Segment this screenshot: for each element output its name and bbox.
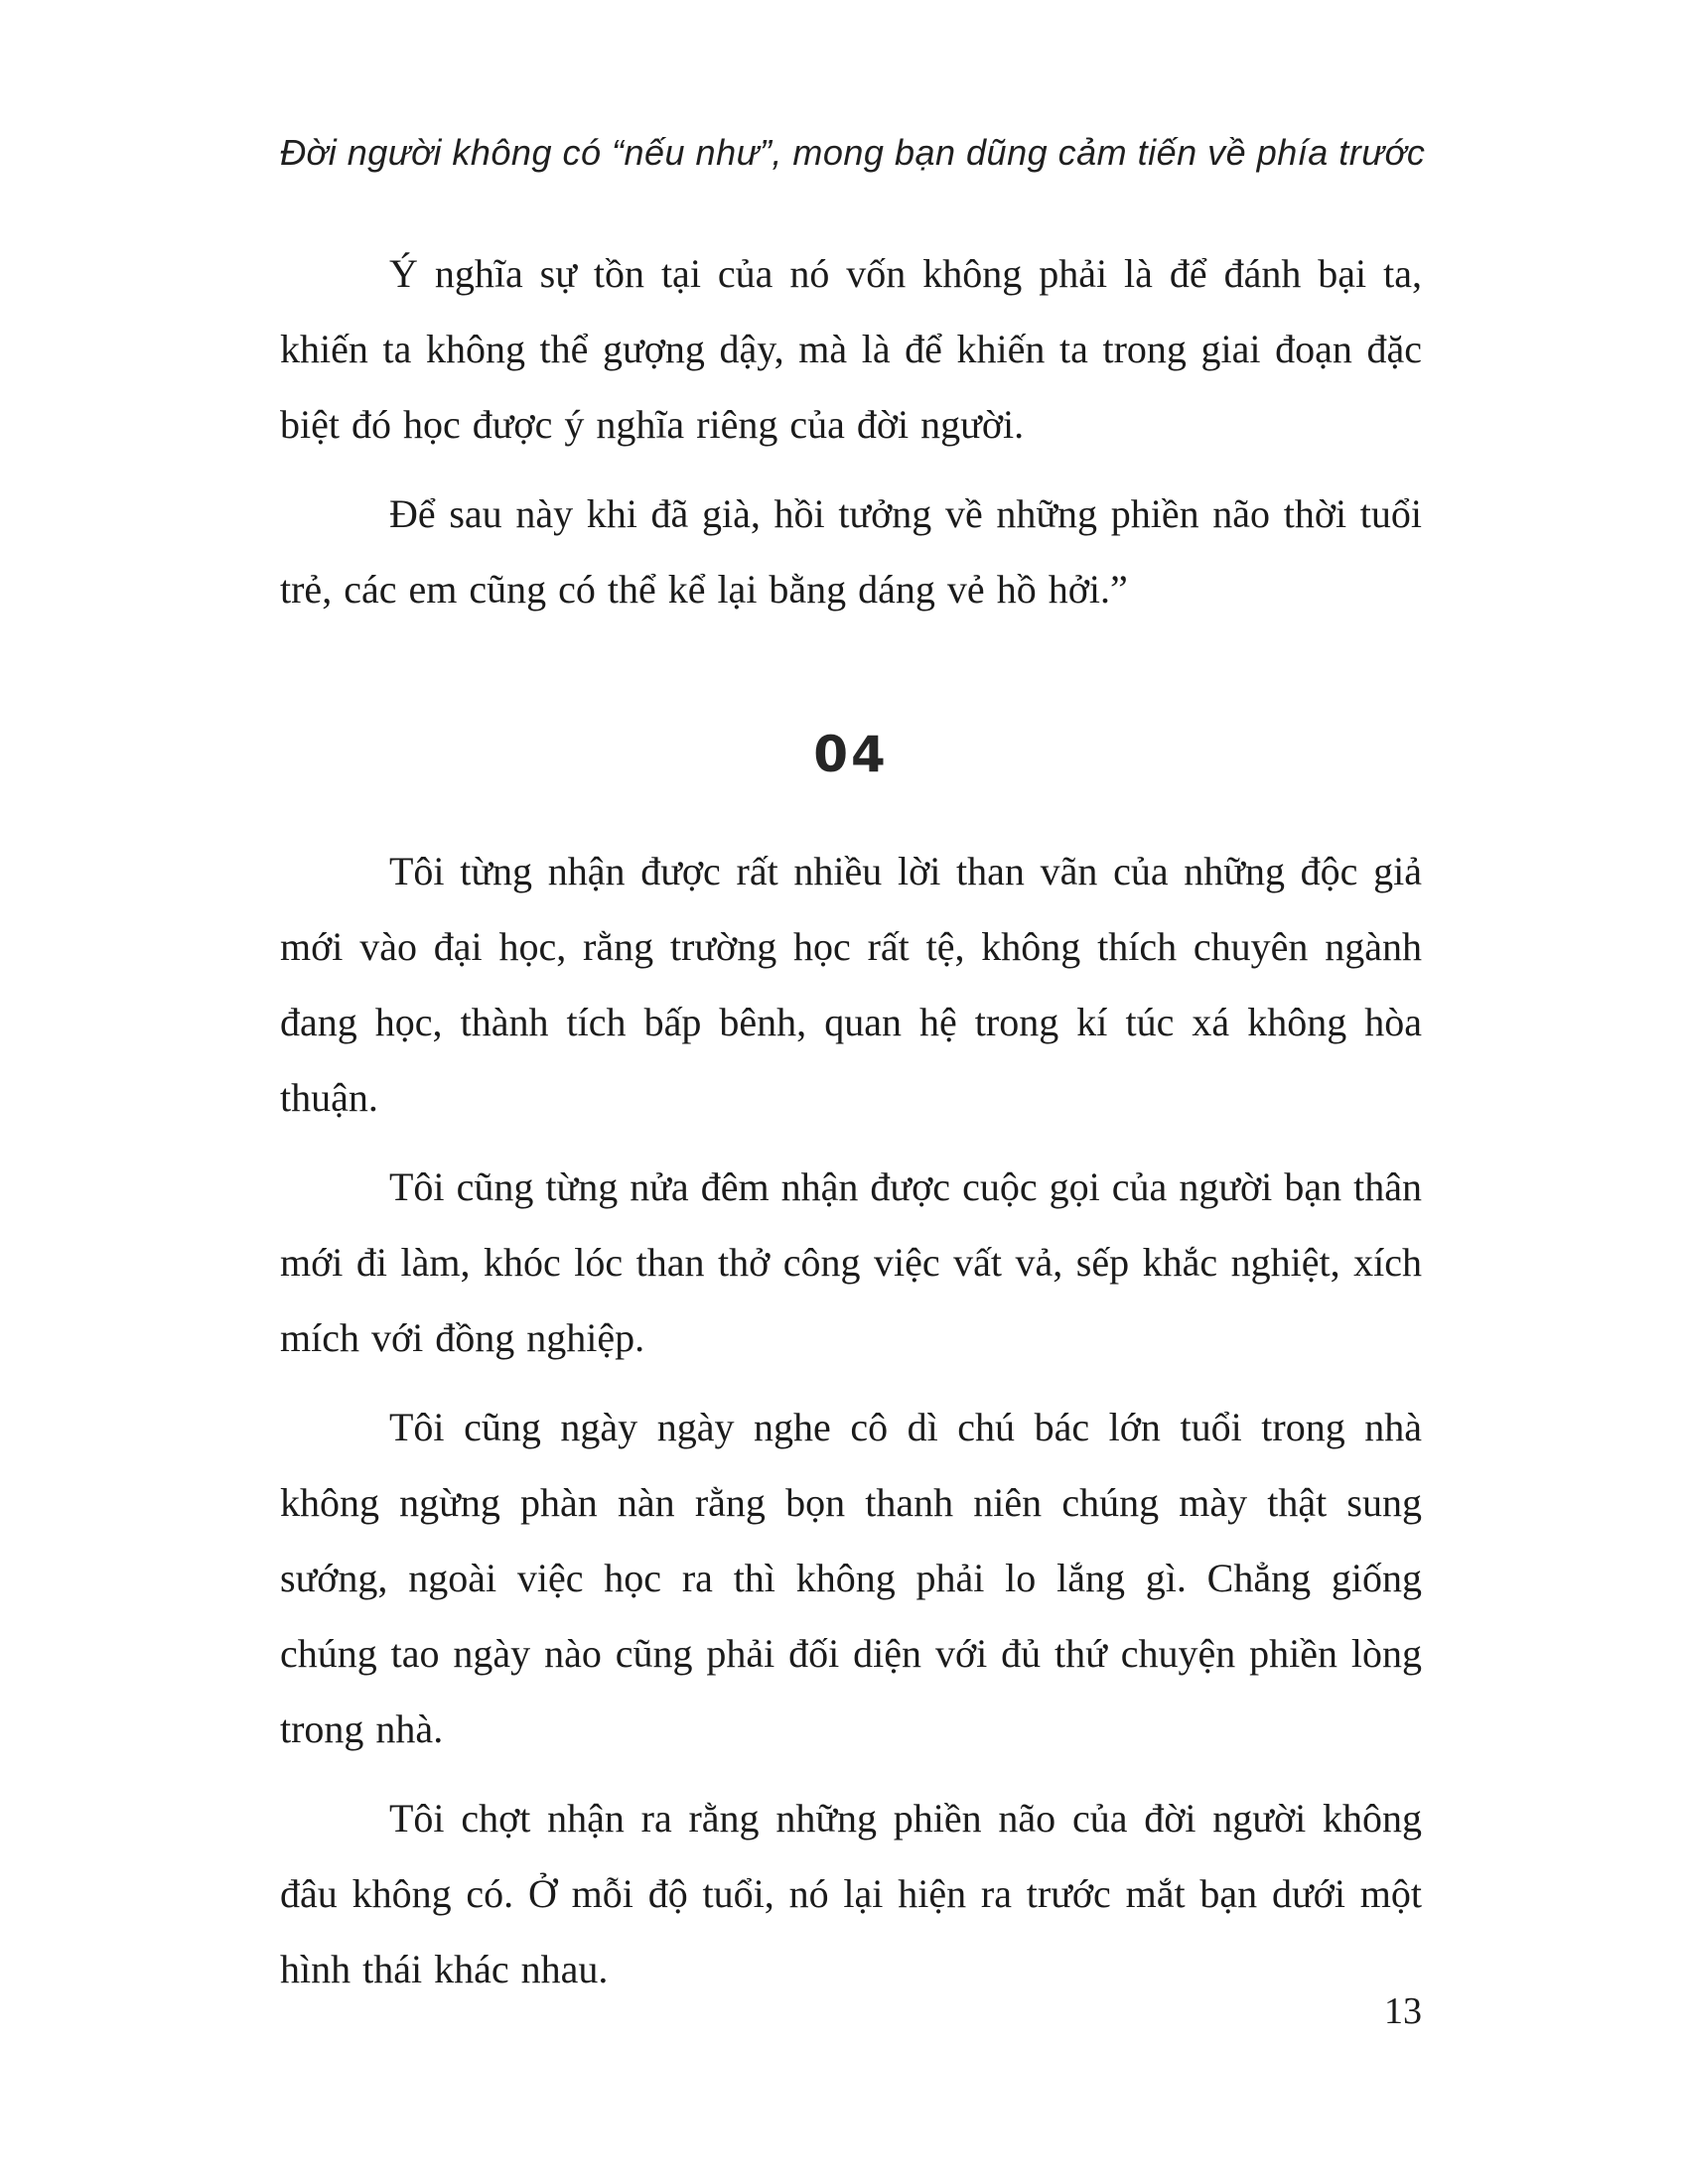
paragraph: Tôi cũng ngày ngày nghe cô dì chú bác lớn tuổi trong nhà không ngừng phàn nàn rằng bọn thanh niên chúng mày thật sung sướng, ngoài việc học ra thì không phải lo lắng gì. Chẳng giống chúng tao ngày nào cũng phải đối diện với đủ thứ chuyện phiền lòng trong nhà. bbox=[280, 1405, 1422, 1751]
section-number-heading: 04 bbox=[813, 726, 889, 783]
paragraph: Tôi cũng từng nửa đêm nhận được cuộc gọi của người bạn thân mới đi làm, khóc lóc than thở công việc vất vả, sếp khắc nghiệt, xích mích với đồng nghiệp. bbox=[280, 1164, 1422, 1360]
page-number: 13 bbox=[1384, 1990, 1422, 2032]
paragraph: Tôi chợt nhận ra rằng những phiền não của đời người không đâu không có. Ở mỗi độ tuổi, nó lại hiện ra trước mắt bạn dưới một hình thái khác nhau. bbox=[280, 1796, 1422, 1991]
paragraph: Ý nghĩa sự tồn tại của nó vốn không phải là để đánh bại ta, khiến ta không thể gượng dậy, mà là để khiến ta trong giai đoạn đặc biệt đó học được ý nghĩa riêng của đời người. bbox=[280, 251, 1422, 447]
running-header: Đời người không có “nếu như”, mong bạn dũng cảm tiến về phía trước bbox=[280, 132, 1426, 173]
paragraph: Tôi từng nhận được rất nhiều lời than vãn của những độc giả mới vào đại học, rằng trường học rất tệ, không thích chuyên ngành đang học, thành tích bấp bênh, quan hệ trong kí túc xá không hòa thuận. bbox=[280, 849, 1422, 1120]
paragraph: Để sau này khi đã già, hồi tưởng về những phiền não thời tuổi trẻ, các em cũng có thể kể lại bằng dáng vẻ hồ hởi.” bbox=[280, 491, 1422, 612]
